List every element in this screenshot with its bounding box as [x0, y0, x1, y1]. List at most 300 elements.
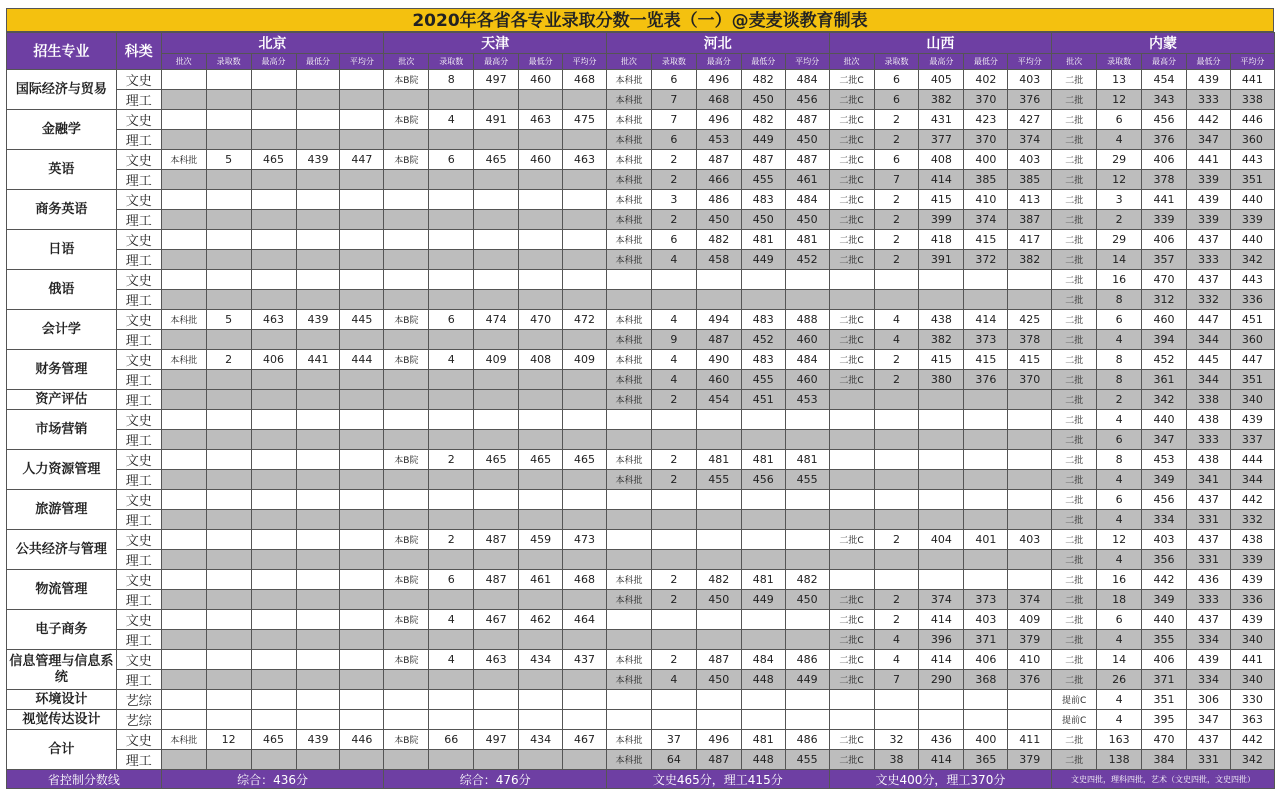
- score-cell: [964, 270, 1008, 290]
- score-cell: 400: [964, 150, 1008, 170]
- score-cell: 454: [1142, 70, 1187, 90]
- score-cell: [296, 510, 340, 530]
- score-cell: 2: [874, 110, 919, 130]
- score-cell: [206, 670, 251, 690]
- score-cell: 6: [1097, 430, 1142, 450]
- score-cell: 374: [1008, 130, 1052, 150]
- score-cell: 455: [741, 170, 785, 190]
- score-cell: [206, 750, 251, 770]
- score-cell: [919, 550, 964, 570]
- score-cell: 401: [964, 530, 1008, 550]
- column-header: 最低分: [519, 54, 563, 70]
- batch-cell: [829, 570, 874, 590]
- batch-cell: [829, 550, 874, 570]
- score-cell: [296, 550, 340, 570]
- batch-cell: 提前C: [1052, 690, 1097, 710]
- score-cell: 374: [919, 590, 964, 610]
- score-cell: 475: [563, 110, 607, 130]
- score-cell: [340, 630, 384, 650]
- batch-cell: 二批C: [829, 230, 874, 250]
- score-cell: [741, 510, 785, 530]
- subject-cell: 文史: [116, 110, 161, 130]
- score-cell: 437: [1187, 230, 1231, 250]
- column-header: 最低分: [964, 54, 1008, 70]
- score-cell: [519, 490, 563, 510]
- score-cell: 6: [429, 310, 474, 330]
- score-cell: 4: [429, 610, 474, 630]
- batch-cell: [384, 250, 429, 270]
- batch-cell: [384, 490, 429, 510]
- score-cell: 12: [1097, 530, 1142, 550]
- score-cell: [651, 630, 696, 650]
- score-cell: 487: [696, 330, 741, 350]
- score-cell: [519, 550, 563, 570]
- score-cell: [206, 550, 251, 570]
- score-cell: 438: [919, 310, 964, 330]
- batch-cell: 本科批: [606, 130, 651, 150]
- score-cell: 4: [1097, 690, 1142, 710]
- batch-cell: [384, 510, 429, 530]
- score-cell: [874, 390, 919, 410]
- score-cell: [296, 330, 340, 350]
- batch-cell: 本科批: [606, 190, 651, 210]
- score-cell: 482: [741, 70, 785, 90]
- score-cell: [340, 250, 384, 270]
- score-cell: 290: [919, 670, 964, 690]
- score-cell: [1008, 470, 1052, 490]
- score-cell: [340, 470, 384, 490]
- score-cell: 463: [519, 110, 563, 130]
- score-cell: [519, 430, 563, 450]
- score-cell: 4: [429, 650, 474, 670]
- score-cell: [474, 290, 519, 310]
- score-cell: 382: [919, 330, 964, 350]
- score-cell: 448: [741, 670, 785, 690]
- score-cell: [429, 370, 474, 390]
- score-cell: [563, 590, 607, 610]
- score-cell: 414: [919, 170, 964, 190]
- batch-cell: 二批: [1052, 190, 1097, 210]
- score-cell: [519, 210, 563, 230]
- score-cell: 331: [1187, 510, 1231, 530]
- score-cell: [429, 290, 474, 310]
- batch-cell: 本B院: [384, 450, 429, 470]
- score-cell: [251, 410, 296, 430]
- score-cell: 481: [741, 570, 785, 590]
- score-cell: [563, 90, 607, 110]
- batch-cell: 二批: [1052, 70, 1097, 90]
- batch-cell: 本科批: [606, 650, 651, 670]
- score-cell: [474, 230, 519, 250]
- table-row: [7, 450, 1275, 470]
- batch-cell: [161, 110, 206, 130]
- score-cell: 347: [1187, 130, 1231, 150]
- score-cell: [429, 230, 474, 250]
- score-cell: 370: [964, 130, 1008, 150]
- batch-cell: [829, 470, 874, 490]
- table-row: [7, 290, 1275, 310]
- score-cell: [1008, 450, 1052, 470]
- column-header: 最高分: [696, 54, 741, 70]
- score-cell: 487: [785, 110, 829, 130]
- score-cell: 6: [874, 150, 919, 170]
- score-cell: 394: [1142, 330, 1187, 350]
- batch-cell: 本科批: [161, 310, 206, 330]
- batch-cell: [384, 710, 429, 730]
- subject-cell: 文史: [116, 410, 161, 430]
- major-header: 招生专业: [7, 33, 117, 70]
- subject-cell: 文史: [116, 650, 161, 670]
- score-cell: 488: [785, 310, 829, 330]
- score-cell: 4: [651, 350, 696, 370]
- score-cell: 467: [563, 730, 607, 750]
- score-cell: 415: [919, 350, 964, 370]
- score-cell: [206, 650, 251, 670]
- batch-cell: [161, 270, 206, 290]
- score-cell: [206, 610, 251, 630]
- score-cell: 460: [519, 150, 563, 170]
- score-cell: 481: [741, 450, 785, 470]
- score-cell: [563, 410, 607, 430]
- score-cell: 455: [785, 470, 829, 490]
- table-row: [7, 250, 1275, 270]
- score-cell: 12: [1097, 90, 1142, 110]
- score-cell: [519, 690, 563, 710]
- score-cell: [741, 290, 785, 310]
- score-cell: [251, 110, 296, 130]
- score-cell: 450: [696, 210, 741, 230]
- score-cell: [296, 570, 340, 590]
- score-cell: [919, 430, 964, 450]
- batch-cell: 二批C: [829, 370, 874, 390]
- table-row: [7, 90, 1275, 110]
- score-cell: 2: [651, 170, 696, 190]
- score-cell: [340, 370, 384, 390]
- score-cell: [429, 510, 474, 530]
- subject-header: 科类: [116, 33, 161, 70]
- score-cell: 484: [741, 650, 785, 670]
- score-cell: [251, 550, 296, 570]
- score-cell: [964, 690, 1008, 710]
- score-cell: 437: [1187, 530, 1231, 550]
- score-cell: [206, 630, 251, 650]
- score-cell: 3: [1097, 190, 1142, 210]
- score-cell: [785, 270, 829, 290]
- score-cell: [251, 530, 296, 550]
- score-cell: [251, 190, 296, 210]
- score-cell: 64: [651, 750, 696, 770]
- batch-cell: [161, 510, 206, 530]
- score-cell: 351: [1230, 370, 1274, 390]
- score-cell: [474, 170, 519, 190]
- batch-cell: [384, 750, 429, 770]
- score-cell: 6: [1097, 610, 1142, 630]
- table-row: [7, 190, 1275, 210]
- score-cell: 385: [964, 170, 1008, 190]
- score-cell: 450: [785, 130, 829, 150]
- score-cell: 487: [785, 150, 829, 170]
- score-cell: [785, 610, 829, 630]
- batch-cell: [606, 630, 651, 650]
- subject-cell: 理工: [116, 470, 161, 490]
- score-cell: [340, 530, 384, 550]
- batch-cell: 二批C: [829, 750, 874, 770]
- score-cell: 434: [519, 650, 563, 670]
- score-cell: 483: [741, 190, 785, 210]
- batch-cell: 二批: [1052, 270, 1097, 290]
- score-cell: 395: [1142, 710, 1187, 730]
- score-cell: 470: [1142, 730, 1187, 750]
- score-cell: 406: [251, 350, 296, 370]
- column-header: 最高分: [1142, 54, 1187, 70]
- score-cell: [429, 270, 474, 290]
- batch-cell: [829, 430, 874, 450]
- score-cell: [563, 470, 607, 490]
- subject-cell: 文史: [116, 150, 161, 170]
- major-name: 俄语: [7, 270, 117, 310]
- batch-cell: [161, 690, 206, 710]
- score-cell: 448: [741, 750, 785, 770]
- score-cell: 2: [429, 450, 474, 470]
- batch-cell: [606, 690, 651, 710]
- score-cell: [296, 370, 340, 390]
- score-cell: [741, 410, 785, 430]
- batch-cell: [161, 330, 206, 350]
- score-cell: 371: [964, 630, 1008, 650]
- table-row: [7, 170, 1275, 190]
- score-cell: [429, 670, 474, 690]
- score-cell: [563, 710, 607, 730]
- score-cell: 372: [964, 250, 1008, 270]
- score-cell: 436: [1187, 570, 1231, 590]
- score-cell: [296, 530, 340, 550]
- batch-cell: [606, 490, 651, 510]
- batch-cell: [384, 190, 429, 210]
- score-cell: [874, 270, 919, 290]
- score-cell: [474, 750, 519, 770]
- score-cell: [296, 450, 340, 470]
- score-cell: [296, 70, 340, 90]
- page: [6, 8, 1274, 789]
- score-cell: 333: [1187, 250, 1231, 270]
- score-cell: [251, 170, 296, 190]
- column-header: 平均分: [1008, 54, 1052, 70]
- table-row: [7, 270, 1275, 290]
- batch-cell: 本科批: [161, 150, 206, 170]
- score-cell: [340, 110, 384, 130]
- score-cell: 446: [1230, 110, 1274, 130]
- batch-cell: 二批C: [829, 90, 874, 110]
- score-cell: [474, 490, 519, 510]
- subject-cell: 文史: [116, 350, 161, 370]
- score-cell: [874, 290, 919, 310]
- batch-cell: [161, 570, 206, 590]
- score-cell: 2: [651, 150, 696, 170]
- score-cell: 312: [1142, 290, 1187, 310]
- score-cell: 409: [563, 350, 607, 370]
- score-cell: 484: [785, 350, 829, 370]
- score-cell: 4: [1097, 550, 1142, 570]
- column-header: 录取数: [874, 54, 919, 70]
- batch-cell: [606, 290, 651, 310]
- score-cell: 437: [1187, 490, 1231, 510]
- score-cell: 4: [1097, 510, 1142, 530]
- score-cell: 415: [1008, 350, 1052, 370]
- score-cell: 2: [874, 230, 919, 250]
- score-cell: [474, 670, 519, 690]
- score-cell: 6: [874, 70, 919, 90]
- score-cell: 334: [1142, 510, 1187, 530]
- score-cell: [519, 370, 563, 390]
- score-cell: 2: [651, 650, 696, 670]
- score-cell: [919, 410, 964, 430]
- batch-cell: 本科批: [606, 250, 651, 270]
- table-row: [7, 130, 1275, 150]
- batch-cell: 二批: [1052, 730, 1097, 750]
- footer-row: [7, 770, 1275, 789]
- score-cell: [206, 110, 251, 130]
- score-cell: 2: [651, 390, 696, 410]
- score-cell: 333: [1187, 590, 1231, 610]
- batch-cell: 二批C: [829, 150, 874, 170]
- score-cell: 306: [1187, 690, 1231, 710]
- score-cell: 458: [696, 250, 741, 270]
- batch-cell: 本科批: [161, 350, 206, 370]
- score-cell: 396: [919, 630, 964, 650]
- score-cell: [340, 410, 384, 430]
- score-cell: 4: [874, 650, 919, 670]
- batch-cell: [161, 750, 206, 770]
- score-cell: 6: [874, 90, 919, 110]
- batch-cell: [161, 550, 206, 570]
- score-cell: 454: [696, 390, 741, 410]
- score-cell: 12: [1097, 170, 1142, 190]
- batch-cell: [384, 290, 429, 310]
- score-cell: 16: [1097, 570, 1142, 590]
- score-cell: 442: [1230, 490, 1274, 510]
- score-cell: [785, 490, 829, 510]
- score-cell: [474, 590, 519, 610]
- score-cell: 410: [964, 190, 1008, 210]
- subject-cell: 文史: [116, 450, 161, 470]
- score-cell: 490: [696, 350, 741, 370]
- score-cell: 463: [563, 150, 607, 170]
- score-cell: 456: [1142, 110, 1187, 130]
- subject-cell: 艺综: [116, 690, 161, 710]
- major-name: 财务管理: [7, 350, 117, 390]
- score-cell: 6: [651, 70, 696, 90]
- score-cell: 339: [1142, 210, 1187, 230]
- score-cell: 7: [651, 110, 696, 130]
- score-cell: [340, 590, 384, 610]
- score-cell: [474, 210, 519, 230]
- score-cell: [340, 190, 384, 210]
- score-cell: 450: [785, 210, 829, 230]
- score-cell: [741, 490, 785, 510]
- table-row: [7, 630, 1275, 650]
- score-cell: 344: [1230, 470, 1274, 490]
- score-cell: 339: [1230, 550, 1274, 570]
- score-cell: [296, 590, 340, 610]
- score-cell: [251, 610, 296, 630]
- score-cell: [651, 410, 696, 430]
- column-header: 平均分: [785, 54, 829, 70]
- batch-cell: [384, 670, 429, 690]
- batch-cell: 二批: [1052, 410, 1097, 430]
- province-header: 内蒙: [1052, 33, 1275, 54]
- score-cell: 414: [919, 610, 964, 630]
- major-name: 金融学: [7, 110, 117, 150]
- score-cell: 463: [251, 310, 296, 330]
- score-cell: 349: [1142, 470, 1187, 490]
- column-header: 批次: [384, 54, 429, 70]
- score-cell: 443: [1230, 270, 1274, 290]
- score-cell: 486: [785, 650, 829, 670]
- score-cell: 463: [474, 650, 519, 670]
- score-cell: [874, 510, 919, 530]
- score-cell: [340, 650, 384, 670]
- score-cell: [651, 290, 696, 310]
- score-cell: 487: [696, 650, 741, 670]
- score-cell: 403: [1008, 70, 1052, 90]
- score-cell: 357: [1142, 250, 1187, 270]
- batch-cell: 二批: [1052, 670, 1097, 690]
- score-cell: [474, 550, 519, 570]
- score-cell: [1008, 490, 1052, 510]
- score-cell: 436: [919, 730, 964, 750]
- score-cell: [206, 490, 251, 510]
- score-cell: [340, 210, 384, 230]
- score-cell: 38: [874, 750, 919, 770]
- score-cell: 6: [651, 230, 696, 250]
- score-cell: 494: [696, 310, 741, 330]
- score-cell: 337: [1230, 430, 1274, 450]
- control-line: 综合：476分: [384, 770, 607, 789]
- score-cell: [1008, 430, 1052, 450]
- score-cell: 447: [1230, 350, 1274, 370]
- score-cell: 443: [1230, 150, 1274, 170]
- score-cell: 7: [874, 670, 919, 690]
- table-row: [7, 590, 1275, 610]
- subject-cell: 理工: [116, 630, 161, 650]
- score-cell: [1008, 570, 1052, 590]
- score-cell: 452: [785, 250, 829, 270]
- score-cell: [785, 550, 829, 570]
- score-cell: 32: [874, 730, 919, 750]
- batch-cell: [161, 230, 206, 250]
- major-name: 旅游管理: [7, 490, 117, 530]
- score-cell: [251, 650, 296, 670]
- score-cell: [340, 130, 384, 150]
- batch-cell: [161, 390, 206, 410]
- batch-cell: 本B院: [384, 570, 429, 590]
- score-cell: [251, 670, 296, 690]
- score-cell: [251, 710, 296, 730]
- score-cell: 4: [1097, 330, 1142, 350]
- major-name: 公共经济与管理: [7, 530, 117, 570]
- score-cell: 437: [1187, 270, 1231, 290]
- score-cell: 462: [519, 610, 563, 630]
- score-cell: 496: [696, 730, 741, 750]
- score-cell: 415: [964, 350, 1008, 370]
- score-cell: [474, 130, 519, 150]
- score-cell: 6: [429, 150, 474, 170]
- batch-cell: 提前C: [1052, 710, 1097, 730]
- score-cell: 452: [1142, 350, 1187, 370]
- score-cell: 484: [785, 70, 829, 90]
- batch-cell: [384, 210, 429, 230]
- score-cell: [474, 710, 519, 730]
